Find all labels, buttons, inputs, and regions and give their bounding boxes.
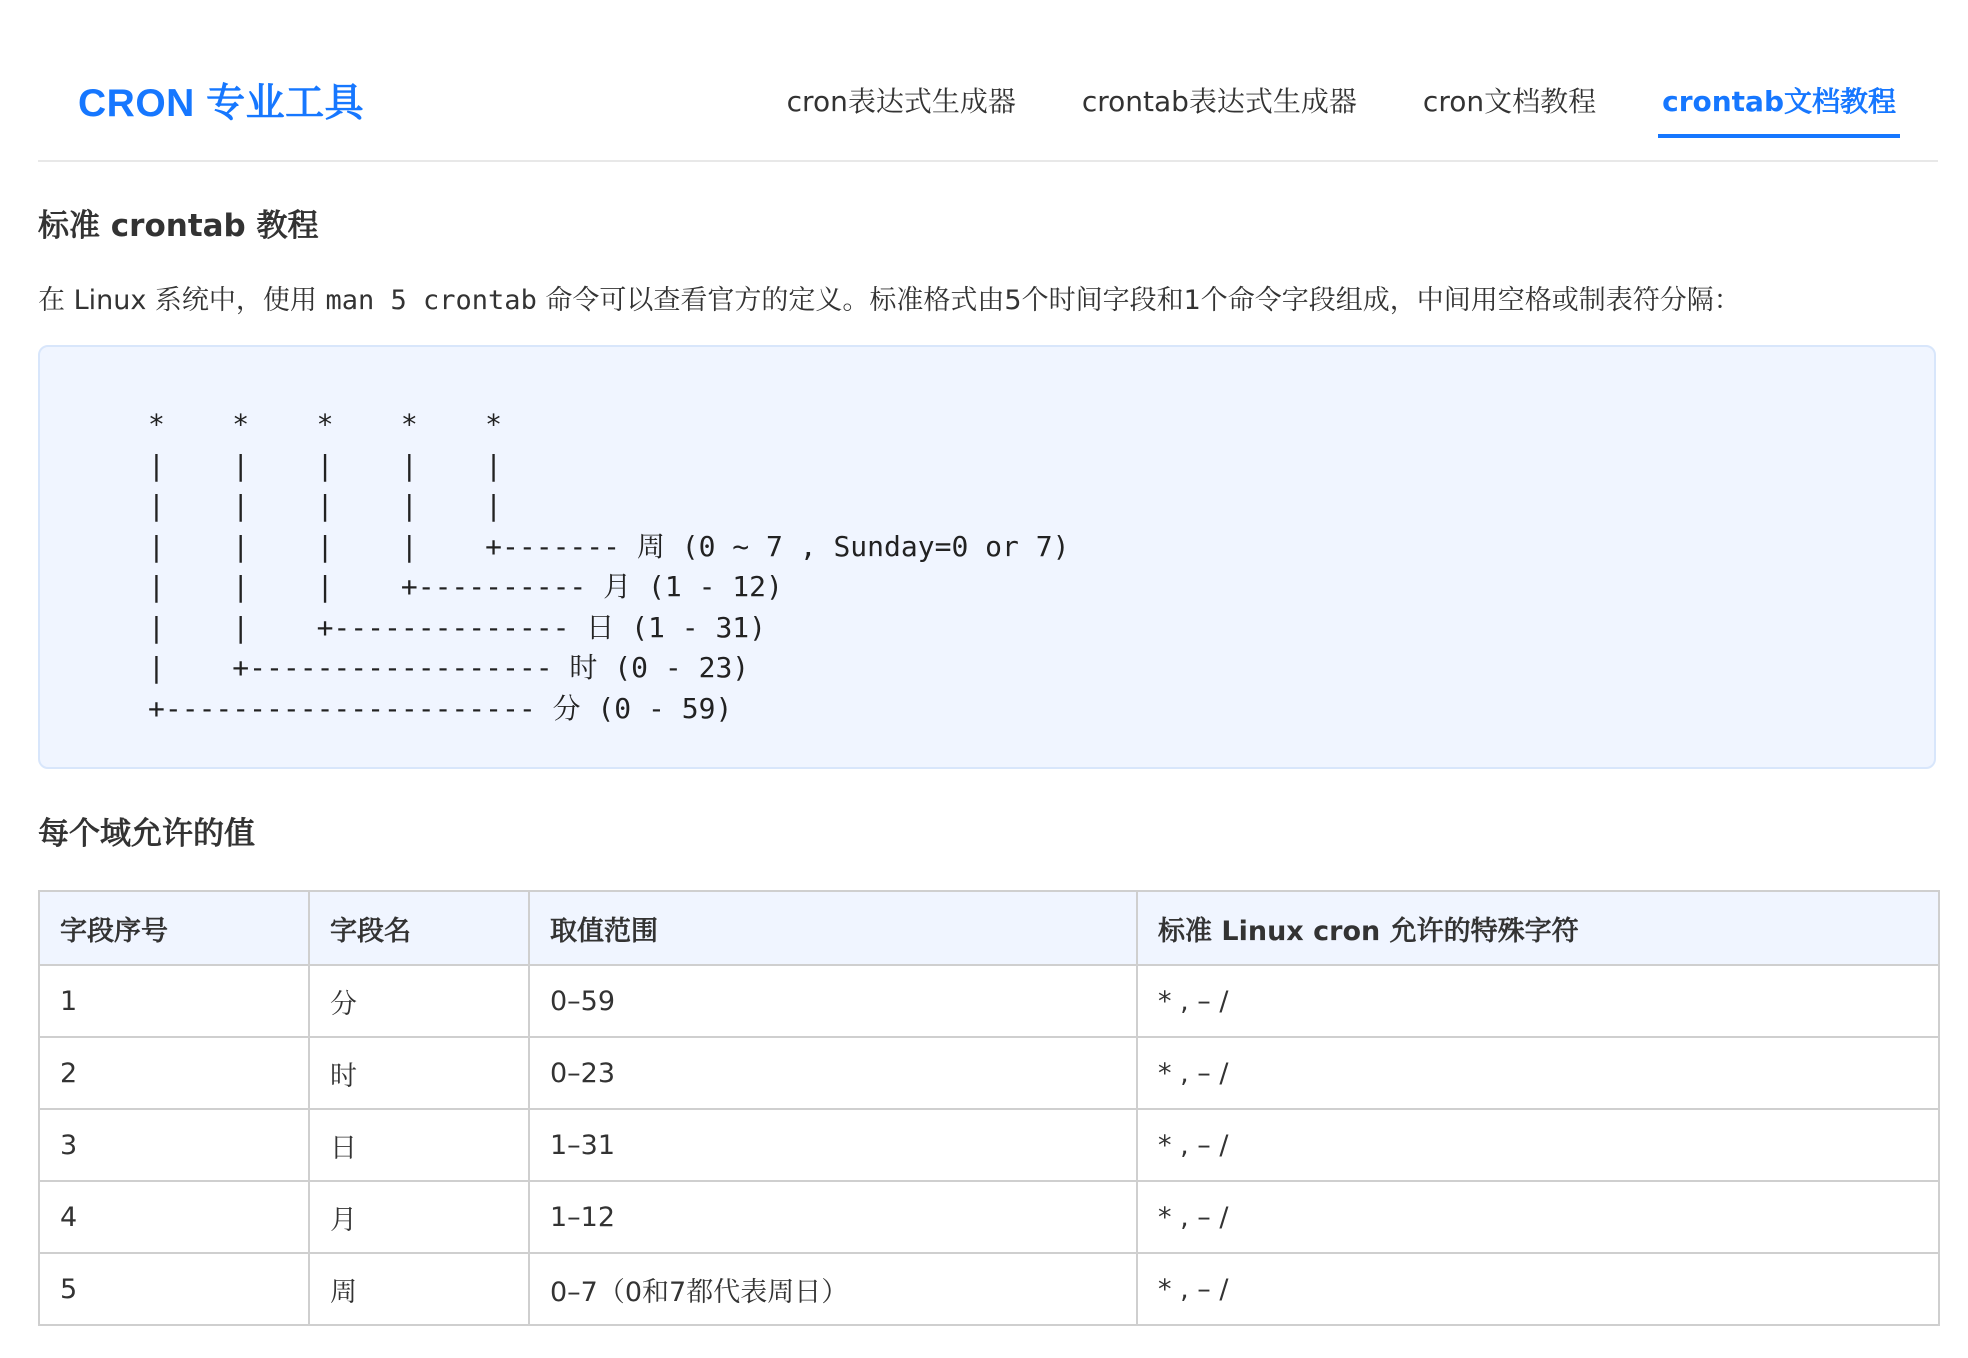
nav-crontab-docs[interactable]: crontab文档教程 [1658, 80, 1900, 138]
table-row [39, 965, 1939, 1037]
intro-text-after: 命令可以查看官方的定义。标准格式由5个时间字段和1个命令字段组成，中间用空格或制表符分隔： [536, 285, 1741, 316]
cell-field-name: 月 [309, 1181, 529, 1253]
cell-range: 0–59 [529, 965, 1137, 1037]
cell-index: 1 [39, 965, 309, 1037]
cell-special-chars: * , – / [1137, 1037, 1939, 1109]
column-header: 字段序号 [39, 891, 309, 965]
allowed-values-table [38, 890, 1940, 1326]
cell-index: 4 [39, 1181, 309, 1253]
cell-field-name: 日 [309, 1109, 529, 1181]
cell-special-chars: * , – / [1137, 1181, 1939, 1253]
cell-range: 1–12 [529, 1181, 1137, 1253]
cell-index: 2 [39, 1037, 309, 1109]
section-title-allowed-values: 每个域允许的值 [38, 816, 255, 852]
crontab-format-diagram: * * * * * | | | | | | | | | | | | | | +------- 周 (0 ~ 7 , Sunday=0 or 7) | | | +---------- 月 (1 - 12) | | +-------------- 日 (1 - 31) | +------------------ 时 (0 - 23) +---------------------- 分 (0 - 59) [148, 408, 1070, 725]
intro-text-before: 在 Linux 系统中，使用 [38, 285, 326, 316]
inline-code: man 5 crontab [325, 285, 537, 316]
table-row [39, 1253, 1939, 1325]
cell-special-chars: * , – / [1137, 965, 1939, 1037]
column-header: 标准 Linux cron 允许的特殊字符 [1137, 891, 1939, 965]
table-row [39, 1181, 1939, 1253]
nav-crontab-generator[interactable]: crontab表达式生成器 [1081, 85, 1357, 118]
column-header: 取值范围 [529, 891, 1137, 965]
main-nav [725, 80, 1900, 138]
table-row [39, 1037, 1939, 1109]
intro-paragraph [38, 278, 1741, 317]
nav-cron-generator[interactable]: cron表达式生成器 [786, 85, 1016, 118]
cell-special-chars: * , – / [1137, 1109, 1939, 1181]
cell-range: 1–31 [529, 1109, 1137, 1181]
cell-special-chars: * , – / [1137, 1253, 1939, 1325]
cell-range: 0–7（0和7都代表周日） [529, 1253, 1137, 1325]
table-header-row [39, 891, 1939, 965]
nav-cron-docs[interactable]: cron文档教程 [1422, 85, 1597, 118]
cell-field-name: 分 [309, 965, 529, 1037]
cell-range: 0–23 [529, 1037, 1137, 1109]
cell-field-name: 时 [309, 1037, 529, 1109]
code-block [38, 345, 1936, 769]
section-title-crontab: 标准 crontab 教程 [38, 208, 319, 244]
column-header: 字段名 [309, 891, 529, 965]
site-logo[interactable]: CRON 专业工具 [78, 82, 365, 125]
cell-index: 5 [39, 1253, 309, 1325]
cell-index: 3 [39, 1109, 309, 1181]
header [38, 0, 1938, 162]
cell-field-name: 周 [309, 1253, 529, 1325]
table-row [39, 1109, 1939, 1181]
